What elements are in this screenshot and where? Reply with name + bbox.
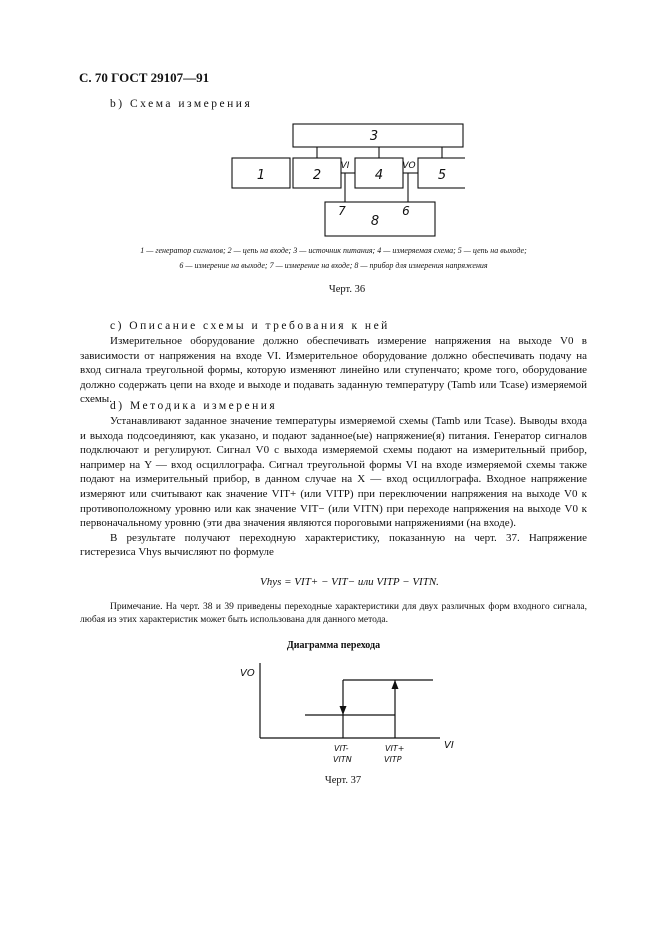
note: Примечание. На черт. 38 и 39 приведены переходные характеристики для двух различных форм входного сигнала, любая из этих характеристик может быть использована для данного метода. (80, 602, 587, 625)
paragraph-c: Измерительное оборудование должно обеспечивать измерение напряжения на выходе V0 в зависимости от напряжения на входе VI. Измерительное оборудование должно обеспечивать подачу на вход сигнала треугольной формы, которую изменяют линейно или ступенчато; кроме того, оборудование должно содержать цепи на входе и выходе и подавать заданную температуру (Tamb или Tcase) измеряемой схемы. (80, 335, 587, 406)
box-2-label: 2 (312, 168, 322, 183)
box-1-label: 1 (256, 168, 266, 183)
section-d-title: d) Методика измерения (110, 400, 278, 412)
paragraph-d2: В результате получают переходную характеристику, показанную на черт. 37. Напряжение гистерезиса Vhys вычисляют по формуле (80, 531, 587, 559)
figure-36-label: Черт. 36 (328, 284, 366, 295)
label-vitn: VITN (333, 755, 352, 764)
section-c-text (80, 334, 587, 407)
box-4-label: 4 (374, 168, 384, 183)
figure-legend (80, 243, 587, 273)
transition-diagram (230, 660, 470, 772)
paragraph-d1: Устанавливают заданное значение температуры измеряемой схемы (Tamb или Tcase). Выводы входа и выхода подсоединяют, как указано, и подают заданное(ые) напряжение(я) питания. Генератор сигналов подключают и регулируют. Сигнал V0 с выхода измеряемой схемы подают на измерительный прибор, например на Y — вход осциллографа. Сигнал треугольной формы VI на входе измеряемой схемы также подают на измерительный прибор, в данном случае на X — вход осциллографа. Входное напряжение измеряют или считывают как значение VIT+ (или VITP) при переключении напряжения на выходе V0 к противоположному уровню или как значение VIT− (или VITN) при переходе напряжения на выходе V0 к первоначальному уровню (эти два значения являются пороговыми напряжениями (на входе). (80, 415, 587, 530)
section-c-title: c) Описание схемы и требования к ней (110, 320, 390, 332)
legend-line-1: 1 — генератор сигналов; 2 — цепь на входе; 3 — источник питания; 4 — измеряемая схема; 5 — цепь на выходе; (140, 246, 527, 255)
x-axis-label: VI (444, 740, 454, 751)
figure-37-label: Черт. 37 (324, 775, 362, 786)
label-vi: VI (340, 161, 350, 171)
section-b-title: b) Схема измерения (110, 98, 253, 110)
up-arrow (392, 680, 399, 689)
transition-diagram-title: Диаграмма перехода (286, 640, 381, 651)
box-8-label: 8 (370, 214, 380, 229)
hysteresis-formula: Vhys = VIT+ − VIT− или VITP − VITN. (260, 576, 439, 588)
label-vit-plus: VIT+ (385, 744, 405, 753)
box-3-label: 3 (369, 129, 379, 144)
legend-line-2: 6 — измерение на выходе; 7 — измерение на входе; 8 — прибор для измерения напряжения (179, 261, 488, 270)
label-7: 7 (338, 204, 346, 218)
page-header: С. 70 ГОСТ 29107—91 (79, 70, 210, 85)
section-d-text (80, 414, 587, 560)
y-axis-label: VO (240, 668, 255, 679)
label-6: 6 (402, 204, 410, 218)
box-5-label: 5 (437, 168, 447, 183)
label-vitp: VITP (384, 755, 402, 764)
measurement-scheme-diagram (225, 120, 465, 238)
label-vit-minus: VIT- (334, 744, 349, 753)
label-vo: VO (402, 161, 416, 171)
down-arrow (340, 706, 347, 715)
